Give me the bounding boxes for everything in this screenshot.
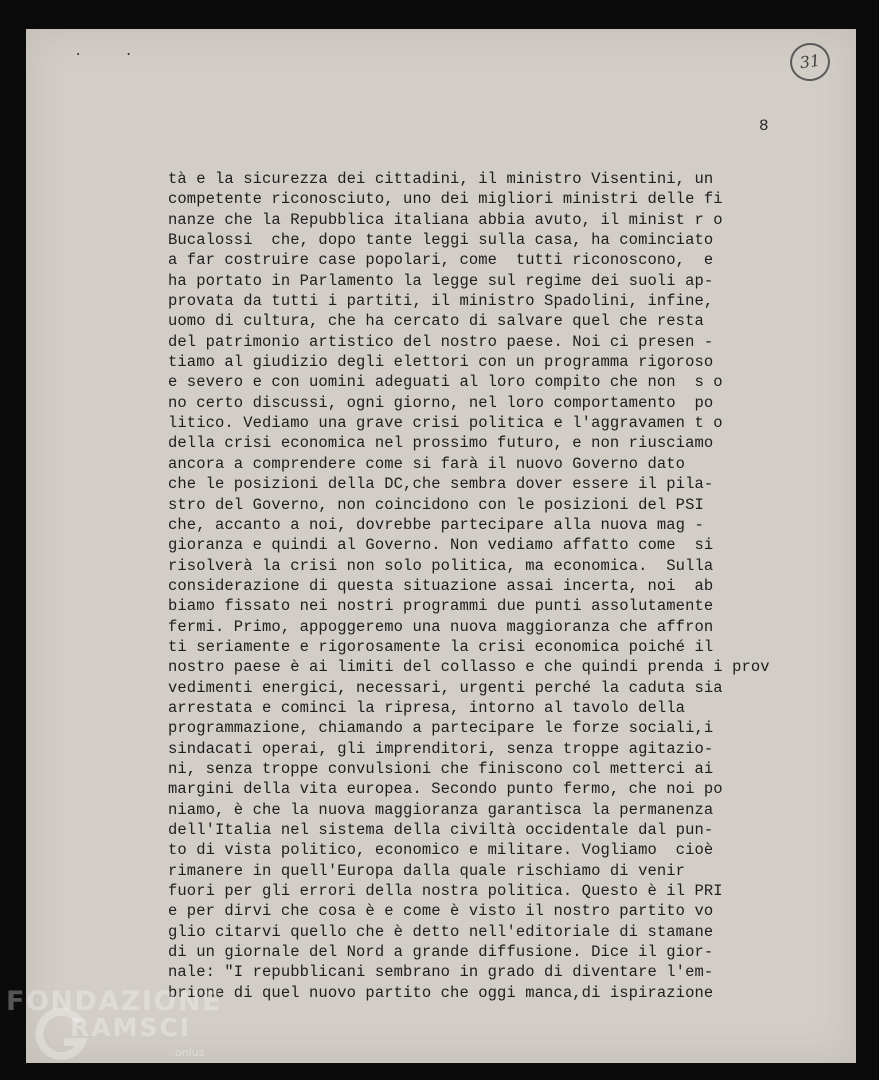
margin-dots: ·· [74, 47, 175, 63]
text-line: nostro paese è ai limiti del collasso e che quindi prenda i prov [168, 658, 770, 677]
text-line: to di vista politico, economico e militare. Vogliamo cioè [168, 841, 714, 860]
text-line: e per dirvi che cosa è e come è visto il nostro partito vo [168, 902, 714, 921]
text-line: stro del Governo, non coincidono con le posizioni del PSI [168, 495, 704, 514]
watermark-sub: onlus [175, 1046, 205, 1059]
text-line: Bucalossi che, dopo tante leggi sulla casa, ha cominciato [168, 231, 714, 250]
page-number: 8 [759, 117, 769, 135]
text-line: niamo, è che la nuova maggioranza garantisca la permanenza [168, 800, 714, 819]
text-line: nanze che la Repubblica italiana abbia avuto, il minist r o [168, 210, 723, 229]
text-line: gioranza e quindi al Governo. Non vediamo affatto come si [168, 536, 714, 555]
text-line: biamo fissato nei nostri programmi due punti assolutamente [168, 597, 714, 616]
text-line: programmazione, chiamando a partecipare le forze sociali,i [168, 719, 714, 738]
text-line: ti seriamente e rigorosamente la crisi economica poiché il [168, 637, 714, 656]
text-line: sindacati operai, gli imprenditori, senza troppe agitazio- [168, 739, 714, 758]
text-line: arrestata e cominci la ripresa, intorno al tavolo della [168, 698, 686, 717]
text-line: della crisi economica nel prossimo futuro, e non riusciamo [168, 434, 714, 453]
text-line: uomo di cultura, che ha cercato di salvare quel che resta [168, 312, 704, 331]
text-line: tiamo al giudizio degli elettori con un programma rigoroso [168, 353, 714, 372]
text-line: competente riconosciuto, uno dei migliori ministri delle fi [168, 190, 723, 209]
text-line: del patrimonio artistico del nostro paese. Noi ci presen - [168, 332, 714, 351]
text-line: ha portato in Parlamento la legge sul regime dei suoli ap- [168, 271, 714, 290]
text-line: margini della vita europea. Secondo punto fermo, che noi po [168, 780, 723, 799]
text-line: glio citarvi quello che è detto nell'editoriale di stamane [168, 922, 714, 941]
typewritten-body [168, 169, 848, 1003]
text-line: a far costruire case popolari, come tutti riconoscono, e [168, 251, 714, 270]
document-page [26, 29, 856, 1063]
text-line: risolverà la crisi non solo politica, ma economica. Sulla [168, 556, 714, 575]
text-line: fermi. Primo, appoggeremo una nuova maggioranza che affron [168, 617, 714, 636]
text-line: tà e la sicurezza dei cittadini, il ministro Visentini, un [168, 170, 714, 188]
text-line: fuori per gli errori della nostra politica. Questo è il PRI [168, 882, 723, 901]
watermark-line1: FONDAZIONE [6, 986, 222, 1017]
text-line: litico. Vediamo una grave crisi politica e l'aggravamen t o [168, 414, 723, 433]
text-line: e severo e con uomini adeguati al loro compito che non s o [168, 373, 723, 392]
text-line: considerazione di questa situazione assai incerta, noi ab [168, 576, 714, 595]
text-line: provata da tutti i partiti, il ministro Spadolini, infine, [168, 292, 714, 311]
text-line: rimanere in quell'Europa dalla quale rischiamo di venir [168, 861, 686, 880]
archive-number-stamp: 31 [788, 40, 833, 83]
text-line: di un giornale del Nord a grande diffusione. Dice il gior- [168, 943, 714, 962]
text-line: che, accanto a noi, dovrebbe partecipare alla nuova mag - [168, 515, 704, 534]
text-line: no certo discussi, ogni giorno, nel loro comportamento po [168, 393, 714, 412]
text-line: che le posizioni della DC,che sembra dover essere il pila- [168, 475, 714, 494]
text-line: nale: "I repubblicani sembrano in grado di diventare l'em- [168, 963, 714, 982]
text-line: brione di quel nuovo partito che oggi manca,di ispirazione [168, 983, 714, 1002]
text-line: ni, senza troppe convulsioni che finiscono col metterci ai [168, 759, 714, 778]
watermark-line2: RAMSCI [70, 1013, 192, 1042]
text-line: ancora a comprendere come si farà il nuovo Governo dato [168, 454, 686, 473]
text-line: dell'Italia nel sistema della civiltà occidentale dal pun- [168, 821, 714, 839]
text-line: vedimenti energici, necessari, urgenti perché la caduta sia [168, 678, 723, 697]
